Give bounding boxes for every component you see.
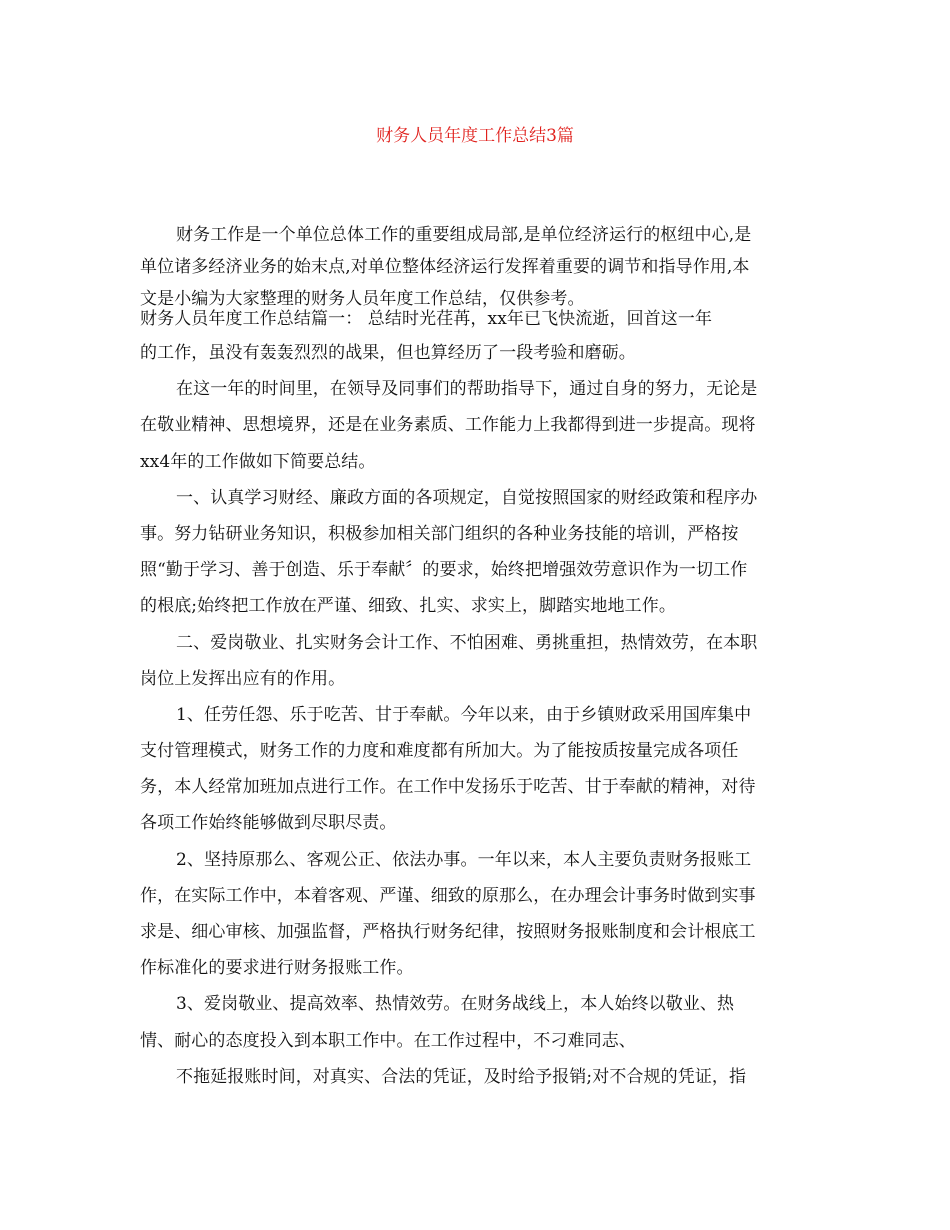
paragraph-line: 不拖延报账时间，对真实、合法的凭证，及时给予报销;对不合规的凭证，指: [176, 1067, 747, 1087]
paragraph-line: 文是小编为大家整理的财务人员年度工作总结，仅供参考。: [140, 289, 585, 309]
paragraph-line: 支付管理模式，财务工作的力度和难度都有所加大。为了能按质按量完成各项任: [140, 741, 739, 761]
paragraph-line: 照“勤于学习、善于创造、乐于奉献〞的要求，始终把增强效劳意识作为一切工作: [140, 560, 748, 580]
paragraph-line: 作，在实际工作中，本着客观、严谨、细致的原那么，在办理会计事务时做到实事: [140, 886, 756, 906]
paragraph-line: 二、爱岗敬业、扎实财务会计工作、不怕困难、勇挑重担，热情效劳，在本职: [176, 633, 758, 653]
paragraph-line: 务，本人经常加班加点进行工作。在工作中发扬乐于吃苦、甘于奉献的精神，对待: [140, 777, 756, 797]
paragraph-line: 一、认真学习财经、廉政方面的各项规定，自觉按照国家的财经政策和程序办: [176, 488, 758, 508]
paragraph-line: 在这一年的时间里，在领导及同事们的帮助指导下，通过自身的努力，无论是: [176, 379, 758, 399]
paragraph-line: 求是、细心审核、加强监督，严格执行财务纪律，按照财务报账制度和会计根底工: [140, 922, 756, 942]
paragraph-line: 各项工作始终能够做到尽职尽责。: [140, 813, 397, 833]
paragraph-line: 作标准化的要求进行财务报账工作。: [140, 958, 414, 978]
paragraph-line: 事。努力钻研业务知识，积极参加相关部门组织的各种业务技能的培训，严格按: [140, 524, 739, 544]
paragraph-line: 财务工作是一个单位总体工作的重要组成局部,是单位经济运行的枢纽中心,是: [176, 225, 752, 245]
paragraph-line: 2、坚持原那么、客观公正、依法办事。一年以来，本人主要负责财务报账工: [176, 850, 752, 870]
paragraph-line: 情、耐心的态度投入到本职工作中。在工作过程中，不刁难同志、: [140, 1031, 636, 1051]
document-title: 财务人员年度工作总结3篇: [376, 126, 574, 146]
paragraph-line: 在敬业精神、思想境界，还是在业务素质、工作能力上我都得到进一步提高。现将: [140, 415, 756, 435]
paragraph-line: 1、任劳任怨、乐于吃苦、甘于奉献。今年以来，由于乡镇财政采用国库集中: [176, 705, 752, 725]
paragraph-line: 单位诸多经济业务的始末点,对单位整体经济运行发挥着重要的调节和指导作用,本: [140, 257, 750, 277]
paragraph-line: 财务人员年度工作总结篇一： 总结时光荏苒，xx年已飞快流逝，回首这一年: [140, 309, 713, 329]
paragraph-line: 的工作，虽没有轰轰烈烈的战果，但也算经历了一段考验和磨砺。: [140, 343, 636, 363]
paragraph-line: 的根底;始终把工作放在严谨、细致、扎实、求实上，脚踏实地地工作。: [140, 596, 676, 616]
paragraph-line: 3、爱岗敬业、提高效率、热情效劳。在财务战线上，本人始终以敬业、热: [176, 994, 735, 1014]
paragraph-line: 岗位上发挥出应有的作用。: [140, 669, 346, 689]
paragraph-line: xx4年的工作做如下简要总结。: [140, 452, 376, 472]
